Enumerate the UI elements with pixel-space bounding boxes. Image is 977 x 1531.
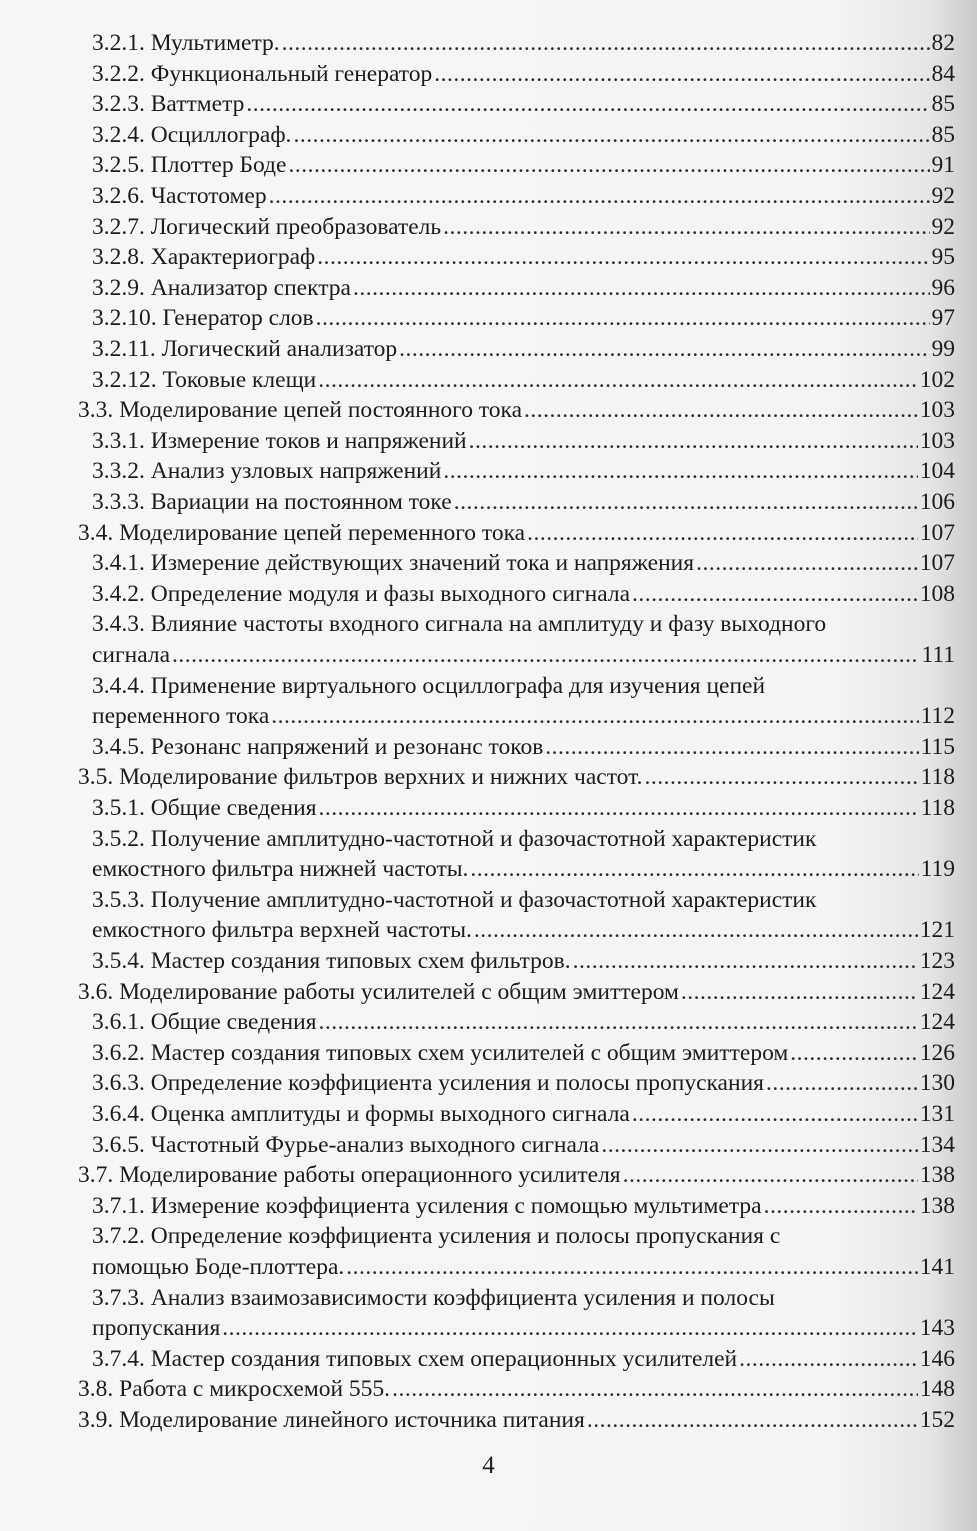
dot-leader (764, 1191, 918, 1221)
toc-entry-title: переменного тока (92, 703, 270, 730)
toc-entry-title: 3.9. Моделирование линейного источника питания (78, 1407, 585, 1433)
dot-leader (469, 426, 918, 456)
toc-line (92, 212, 955, 242)
dot-leader (288, 150, 929, 180)
dot-leader (632, 579, 918, 609)
toc-line (78, 1374, 955, 1404)
toc-page-number: 138 (919, 1192, 955, 1219)
toc-page-number: 118 (920, 795, 955, 821)
toc-entry-title: емкостного фильтра верхней частоты. (92, 917, 472, 944)
toc-page-number: 115 (920, 733, 955, 760)
toc-line (92, 640, 955, 670)
toc-line (92, 28, 955, 58)
toc-entry-title: сигнала (92, 642, 171, 668)
toc-line (92, 732, 955, 762)
toc-line (92, 1191, 955, 1221)
dot-leader (246, 89, 929, 119)
toc-page-number: 106 (919, 489, 955, 515)
toc-entry-title: 3.3.2. Анализ узловых напряжений (92, 458, 442, 485)
toc-entry-title: пропускания (92, 1315, 221, 1342)
toc-entry-title: 3.2.3. Ваттметр (92, 91, 245, 118)
toc-entry-title: 3.4.2. Определение модуля и фазы выходного сигнала (92, 580, 631, 607)
toc-entry-title: 3.3.1. Измерение токов и напряжений (92, 427, 467, 454)
toc-page-number: 130 (919, 1070, 955, 1097)
dot-leader (282, 28, 930, 58)
toc-page-number: 123 (919, 948, 955, 974)
dot-leader (474, 915, 918, 945)
toc-entry-title: 3.7.4. Мастер создания типовых схем операционных усилителей (92, 1345, 738, 1372)
toc-line (78, 395, 955, 425)
dot-leader (222, 1313, 917, 1343)
toc-page-number: 95 (931, 244, 955, 271)
toc-line (92, 303, 955, 333)
toc-page-number: 102 (919, 366, 955, 393)
dot-leader (454, 487, 918, 517)
toc-entry-title: 3.6.5. Частотный Фурье-анализ выходного сигнала (92, 1131, 600, 1158)
toc-line (92, 365, 955, 395)
toc-page-number: 103 (919, 397, 955, 424)
toc-entry-title: 3.6.3. Определение коэффициента усиления и полосы пропускания (92, 1070, 764, 1097)
toc-entry-title: 3.6.1. Общие сведения (92, 1009, 317, 1036)
toc-line (92, 242, 955, 272)
toc-page-number: 143 (919, 1315, 955, 1342)
toc-entry-title: 3.4.5. Резонанс напряжений и резонанс токов (92, 733, 544, 760)
dot-leader (271, 701, 918, 731)
dot-leader (623, 1160, 918, 1190)
toc-line (92, 1130, 955, 1160)
toc-line (92, 1068, 955, 1098)
toc-entry-title: 3.2.7. Логический преобразователь (92, 213, 442, 240)
toc-entry-title: 3.2.2. Функциональный генератор (92, 60, 433, 87)
toc-page-number: 111 (921, 642, 955, 668)
toc-entry-title: емкостного фильтра нижней частоты. (92, 856, 469, 883)
toc-entry-title: 3.7. Моделирование работы операционного усилителя (78, 1162, 621, 1189)
toc-entry-title: 3.6.4. Оценка амплитуды и формы выходного сигнала (92, 1101, 630, 1127)
dot-leader (317, 242, 929, 272)
toc-page-number: 92 (931, 213, 955, 240)
toc-page-number: 99 (931, 336, 955, 362)
toc-page-number: 96 (931, 274, 955, 301)
toc-line (92, 915, 955, 945)
toc-entry-title: 3.2.10. Генератор слов (92, 305, 314, 332)
toc-entry-title: 3.3. Моделирование цепей постоянного тока (78, 397, 523, 424)
toc-page-number: 119 (920, 856, 955, 883)
dot-leader (696, 548, 918, 578)
toc-line (92, 120, 955, 150)
dot-leader (527, 518, 918, 548)
toc-entry-title: 3.5.3. Получение амплитудно-частотной и фазочастотной характеристик (92, 886, 817, 913)
dot-leader (318, 365, 918, 395)
toc-line (92, 273, 955, 303)
dot-leader (392, 1374, 918, 1404)
toc-page-number: 121 (919, 917, 955, 944)
toc-page-number: 148 (919, 1376, 955, 1403)
toc-line (92, 426, 955, 456)
dot-leader (316, 303, 930, 333)
toc-page-number: 84 (931, 60, 955, 87)
toc-line (92, 59, 955, 89)
dot-leader (434, 59, 929, 89)
dot-leader (443, 456, 917, 486)
dot-leader (681, 977, 918, 1007)
toc-line (92, 946, 955, 976)
toc-page-number: 103 (919, 427, 955, 454)
toc-page-number: 138 (919, 1162, 955, 1189)
toc-line (92, 1099, 955, 1129)
toc-page-number: 131 (919, 1101, 955, 1127)
toc-page-number: 134 (919, 1131, 955, 1158)
toc-line (92, 1252, 955, 1282)
toc-page-number: 82 (931, 30, 955, 56)
toc-line (78, 518, 955, 548)
dot-leader (353, 273, 930, 303)
dot-leader (172, 640, 919, 670)
toc-line (92, 854, 955, 884)
toc-entry-title: 3.8. Работа с микросхемой 555. (78, 1376, 391, 1403)
toc-entry-title: 3.2.6. Частотомер (92, 183, 267, 209)
toc-entry-title: 3.7.3. Анализ взаимозависимости коэффициента усиления и полосы (92, 1284, 775, 1311)
toc-page-number: 118 (920, 764, 955, 791)
toc-page-number: 141 (919, 1254, 955, 1280)
toc-entry-title: 3.2.9. Анализатор спектра (92, 274, 351, 301)
toc-entry-title: 3.2.11. Логический анализатор (92, 336, 398, 362)
page-number: 4 (482, 1452, 495, 1479)
dot-leader (790, 1038, 917, 1068)
toc-entry-title: 3.2.1. Мультиметр. (92, 30, 280, 56)
toc-page-number: 108 (919, 580, 955, 607)
toc-page-number: 97 (931, 305, 955, 332)
toc-entry-title: 3.4.3. Влияние частоты входного сигнала на амплитуду и фазу выходного (92, 611, 827, 638)
toc-line (92, 487, 955, 517)
toc-entry-title: 3.4. Моделирование цепей переменного тока (78, 519, 526, 546)
toc-entry-title: 3.6.2. Мастер создания типовых схем усилителей с общим эмиттером (92, 1039, 789, 1066)
toc-line (92, 1221, 955, 1251)
toc-page-number: 104 (919, 458, 955, 485)
dot-leader (524, 395, 918, 425)
toc-line (92, 181, 955, 211)
toc-page-number: 107 (919, 550, 955, 577)
toc-line (92, 1038, 955, 1068)
toc-page-number: 92 (931, 183, 955, 209)
toc-entry-title: 3.5.4. Мастер создания типовых схем фильтров. (92, 948, 571, 974)
toc-entry-title: 3.7.1. Измерение коэффициента усиления с помощью мультиметра (92, 1192, 762, 1219)
toc-line (78, 1405, 955, 1435)
dot-leader (399, 334, 929, 364)
toc-page-number: 126 (919, 1039, 955, 1066)
toc-line (92, 334, 955, 364)
toc-line (78, 977, 955, 1007)
toc-page-number: 152 (919, 1407, 955, 1433)
toc-entry-title: 3.2.8. Характериограф (92, 244, 316, 271)
dot-leader (766, 1068, 918, 1098)
dot-leader (587, 1405, 918, 1435)
dot-leader (319, 793, 919, 823)
toc-entry-title: 3.3.3. Вариации на постоянном токе (92, 489, 452, 515)
toc-line (92, 548, 955, 578)
toc-entry-title: помощью Боде-плоттера. (92, 1254, 345, 1280)
toc-page-number: 91 (931, 152, 955, 179)
toc-line (78, 1160, 955, 1190)
toc-line (92, 701, 955, 731)
dot-leader (346, 1252, 917, 1282)
toc-line (92, 885, 955, 915)
dot-leader (443, 212, 929, 242)
toc-page-number: 112 (920, 703, 955, 730)
toc-page-number: 124 (919, 978, 955, 1005)
toc-page-number: 107 (919, 519, 955, 546)
toc-line (92, 1007, 955, 1037)
toc-page-number: 124 (919, 1009, 955, 1036)
toc-line (92, 1313, 955, 1343)
dot-leader (470, 854, 918, 884)
toc-line (92, 150, 955, 180)
toc-line (92, 824, 955, 854)
toc-entry-title: 3.4.1. Измерение действующих значений тока и напряжения (92, 550, 695, 577)
toc-line (92, 1344, 955, 1374)
dot-leader (269, 181, 930, 211)
dot-leader (645, 762, 919, 792)
toc-line (92, 456, 955, 486)
toc-page-number: 146 (919, 1345, 955, 1372)
toc-line (78, 762, 955, 792)
toc-line (92, 579, 955, 609)
dot-leader (739, 1344, 918, 1374)
dot-leader (545, 732, 918, 762)
toc-entry-title: 3.5.1. Общие сведения (92, 795, 317, 821)
dot-leader (573, 946, 918, 976)
toc-line (92, 671, 955, 701)
toc-entry-title: 3.2.5. Плоттер Боде (92, 152, 287, 179)
toc-line (92, 1283, 955, 1313)
toc-entry-title: 3.4.4. Применение виртуального осциллографа для изучения цепей (92, 672, 766, 699)
toc-entry-title: 3.2.4. Осциллограф. (92, 121, 292, 148)
toc-entry-title: 3.7.2. Определение коэффициента усиления и полосы пропускания с (92, 1223, 781, 1250)
toc-page-number: 85 (931, 91, 955, 118)
toc-line (92, 609, 955, 639)
toc-entry-title: 3.5.2. Получение амплитудно-частотной и фазочастотной характеристик (92, 825, 817, 852)
toc-entry-title: 3.2.12. Токовые клещи (92, 366, 317, 393)
dot-leader (293, 120, 929, 150)
toc-page-number: 85 (931, 121, 955, 148)
dot-leader (632, 1099, 918, 1129)
toc-entry-title: 3.5. Моделирование фильтров верхних и нижних частот. (78, 764, 643, 791)
toc-entry-title: 3.6. Моделирование работы усилителей с общим эмиттером (78, 978, 679, 1005)
dot-leader (319, 1007, 918, 1037)
dot-leader (601, 1130, 917, 1160)
toc-line (92, 793, 955, 823)
toc-line (92, 89, 955, 119)
